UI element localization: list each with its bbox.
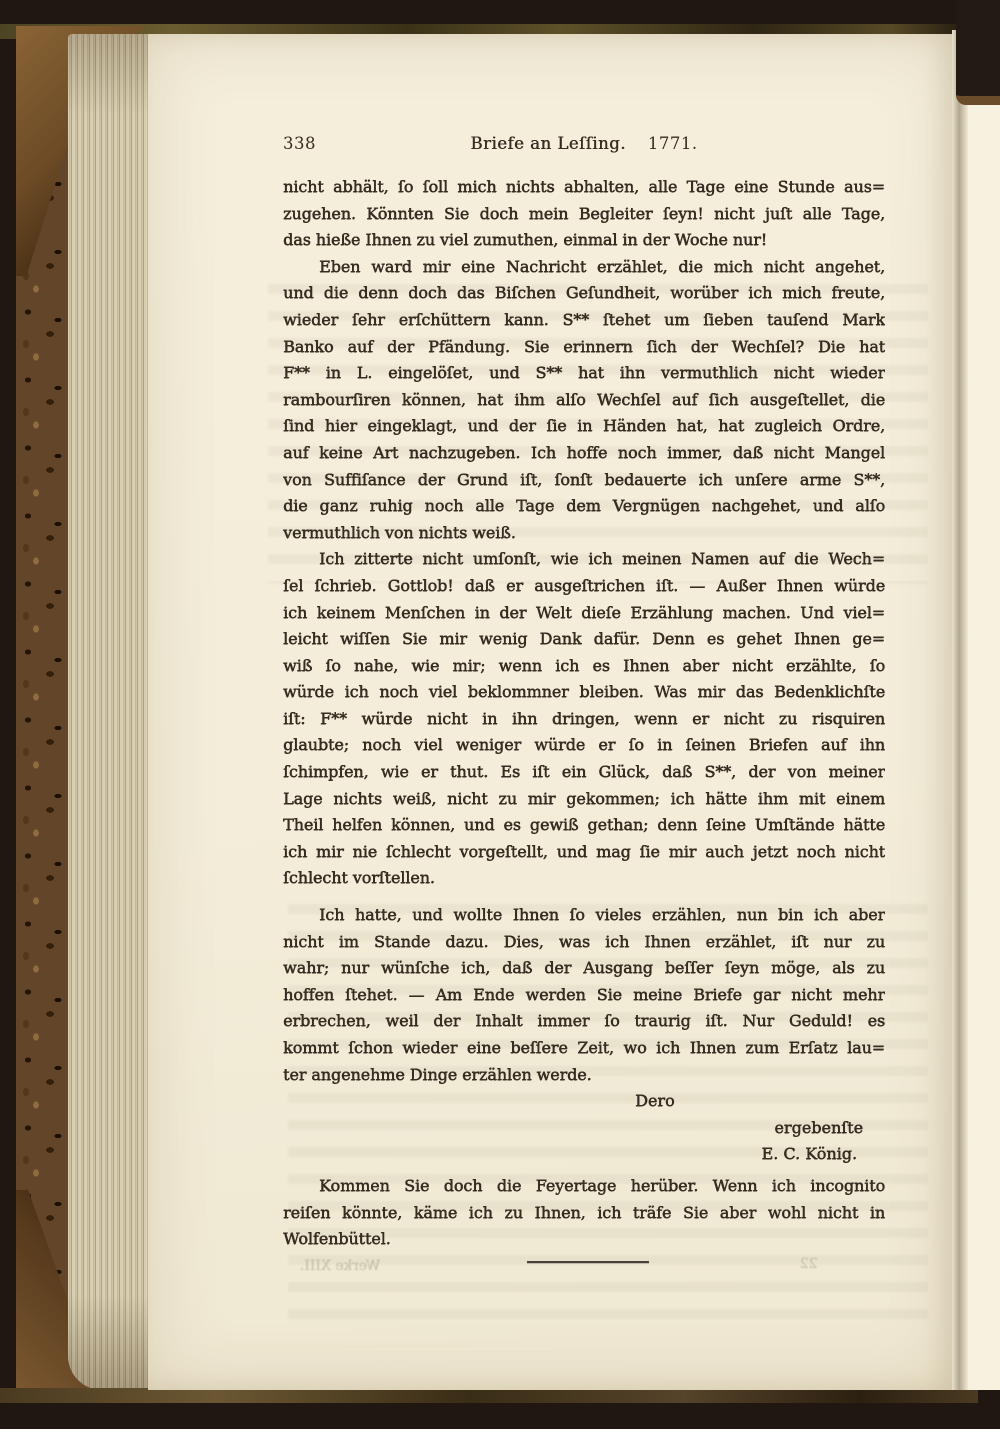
separator-rule bbox=[527, 1261, 649, 1263]
running-header-center bbox=[470, 134, 697, 156]
running-title: Briefe an Leſſing. bbox=[470, 134, 626, 153]
letter-line: Theil helfen können, und es gewiß gethan; denn ſeine Umſtände hätte bbox=[283, 815, 885, 835]
letter-line: ich mir nie ſchlecht vorgeſtellt, und mag ſie mir auch jetzt noch nicht bbox=[283, 841, 885, 861]
letter-paragraph bbox=[283, 1173, 885, 1253]
cover-top-right-corner bbox=[956, 0, 1000, 105]
running-header bbox=[283, 134, 885, 156]
letter-line: das hieße Ihnen zu viel zumuthen, einmal in der Woche nur! bbox=[283, 230, 767, 250]
page-text-block bbox=[283, 134, 885, 1263]
letter-line: wahr; nur wünſche ich, daß der Ausgang beſſer ſeyn möge, als zu bbox=[283, 958, 885, 978]
letter-line: ſchimpfen, wie er thut. Es iſt ein Glück, daß S**, der von meiner bbox=[283, 762, 885, 782]
book-page bbox=[148, 34, 956, 1390]
letter-line: ſind hier eingeklagt, und der ſie in Händen hat, hat zugleich Ordre, bbox=[283, 416, 885, 436]
letter-line: ich keinem Menſchen in der Welt dieſe Erzählung machen. Und viel= bbox=[283, 602, 885, 622]
letter-body bbox=[283, 174, 885, 1088]
letter-line: ſchlecht vorſtellen. bbox=[283, 868, 435, 888]
cover-bottom-edge bbox=[0, 1388, 978, 1403]
letter-line: Eben ward mir eine Nachricht erzählet, die mich nicht angehet, bbox=[319, 256, 885, 276]
letter-line: reiſen könnte, käme ich zu Ihnen, ich träfe Sie aber wohl nicht in bbox=[283, 1202, 885, 1222]
letter-line: nicht im Stande dazu. Dies, was ich Ihnen erzählet, iſt nur zu bbox=[283, 931, 885, 951]
letter-line: hoffen ſtehet. — Am Ende werden Sie meine Briefe gar nicht mehr bbox=[283, 984, 885, 1004]
letter-line: ſel ſchrieb. Gottlob! daß er ausgeſtrichen iſt. — Außer Ihnen würde bbox=[283, 575, 885, 595]
letter-line: rambourſiren können, hat ihm alſo Wechſel auf ſich ausgeſtellet, die bbox=[283, 389, 885, 409]
letter-line: zugehen. Könnten Sie doch mein Begleiter ſeyn! nicht juſt alle Tage, bbox=[283, 203, 885, 223]
letter-line: wieder ſehr erſchüttern kann. S** ſtehet um ſieben tauſend Mark bbox=[283, 309, 885, 329]
letter-line: auf keine Art nachzugeben. Ich hoffe noch immer, daß nicht Mangel bbox=[283, 442, 885, 462]
letter-line: leicht wiſſen Sie mir wenig Dank dafür. Denn es gehet Ihnen ge= bbox=[283, 629, 885, 649]
letter-postscript bbox=[283, 1173, 885, 1253]
letter-paragraph bbox=[283, 254, 885, 547]
letter-line: glaubte; noch viel weniger würde er ſo in ſeinen Briefen auf ihn bbox=[283, 735, 885, 755]
page-number: 338 bbox=[283, 134, 316, 153]
letter-paragraph bbox=[283, 902, 885, 1088]
letter-line: ter angenehme Dinge erzählen werde. bbox=[283, 1064, 592, 1084]
letter-closing bbox=[283, 1088, 885, 1168]
closing-valediction: ergebenſte bbox=[774, 1117, 863, 1137]
letter-line: würde ich noch viel beklommner bleiben. Was mir das Bedenklichſte bbox=[283, 682, 885, 702]
closing-intro: Dero bbox=[635, 1091, 675, 1111]
letter-paragraph bbox=[283, 174, 885, 254]
letter-line: von Suffiſance der Grund iſt, ſonſt bedauerte ich unſere arme S**, bbox=[283, 469, 885, 489]
letter-line: F** in L. eingelöſet, und S** hat ihn vermuthlich nicht wieder bbox=[283, 363, 885, 383]
letter-line: erbrechen, weil der Inhalt immer ſo traurig iſt. Nur Geduld! es bbox=[283, 1011, 885, 1031]
page-stack-fore-edge bbox=[68, 34, 148, 1390]
closing-signature: E. C. König. bbox=[761, 1144, 857, 1164]
letter-line: Wolfenbüttel. bbox=[283, 1229, 391, 1249]
letter-line: Ich hatte, und wollte Ihnen ſo vieles erzählen, nun bin ich aber bbox=[319, 905, 885, 925]
next-page-edge bbox=[968, 30, 1000, 1390]
letter-line: und die denn doch das Biſchen Geſundheit, worüber ich mich freute, bbox=[283, 283, 885, 303]
letter-line: Banko auf der Pfändung. Sie erinnern ſich der Wechſel? Die hat bbox=[283, 336, 885, 356]
letter-line: nicht abhält, ſo ſoll mich nichts abhalten, alle Tage eine Stunde aus= bbox=[283, 177, 885, 196]
letter-paragraph bbox=[283, 546, 885, 892]
bleed-through-text: 22 bbox=[800, 1256, 818, 1272]
letter-line: iſt: F** würde nicht in ihn dringen, wenn er nicht zu risquiren bbox=[283, 708, 885, 728]
letter-line: vermuthlich von nichts weiß. bbox=[283, 522, 516, 542]
letter-line: Kommen Sie doch die Feyertage herüber. Wenn ich incognito bbox=[319, 1175, 885, 1195]
letter-line: die ganz ruhig noch alle Tage dem Vergnügen nachgehet, und alſo bbox=[283, 496, 885, 516]
letter-line: wiß ſo nahe, wie mir; wenn ich es Ihnen aber nicht erzählte, ſo bbox=[283, 655, 885, 675]
letter-line: kommt ſchon wieder eine beſſere Zeit, wo ich Ihnen zum Erſatz lau= bbox=[283, 1038, 885, 1057]
running-year: 1771. bbox=[647, 134, 698, 153]
letter-line: Lage nichts weiß, nicht zu mir gekommen; ich hätte ihm mit einem bbox=[283, 788, 885, 808]
page-gutter-shadow bbox=[952, 30, 968, 1390]
letter-line: Ich zitterte nicht umſonſt, wie ich meinen Namen auf die Wech= bbox=[319, 549, 885, 569]
bleed-through-text: Werke XIII. bbox=[300, 1258, 381, 1274]
